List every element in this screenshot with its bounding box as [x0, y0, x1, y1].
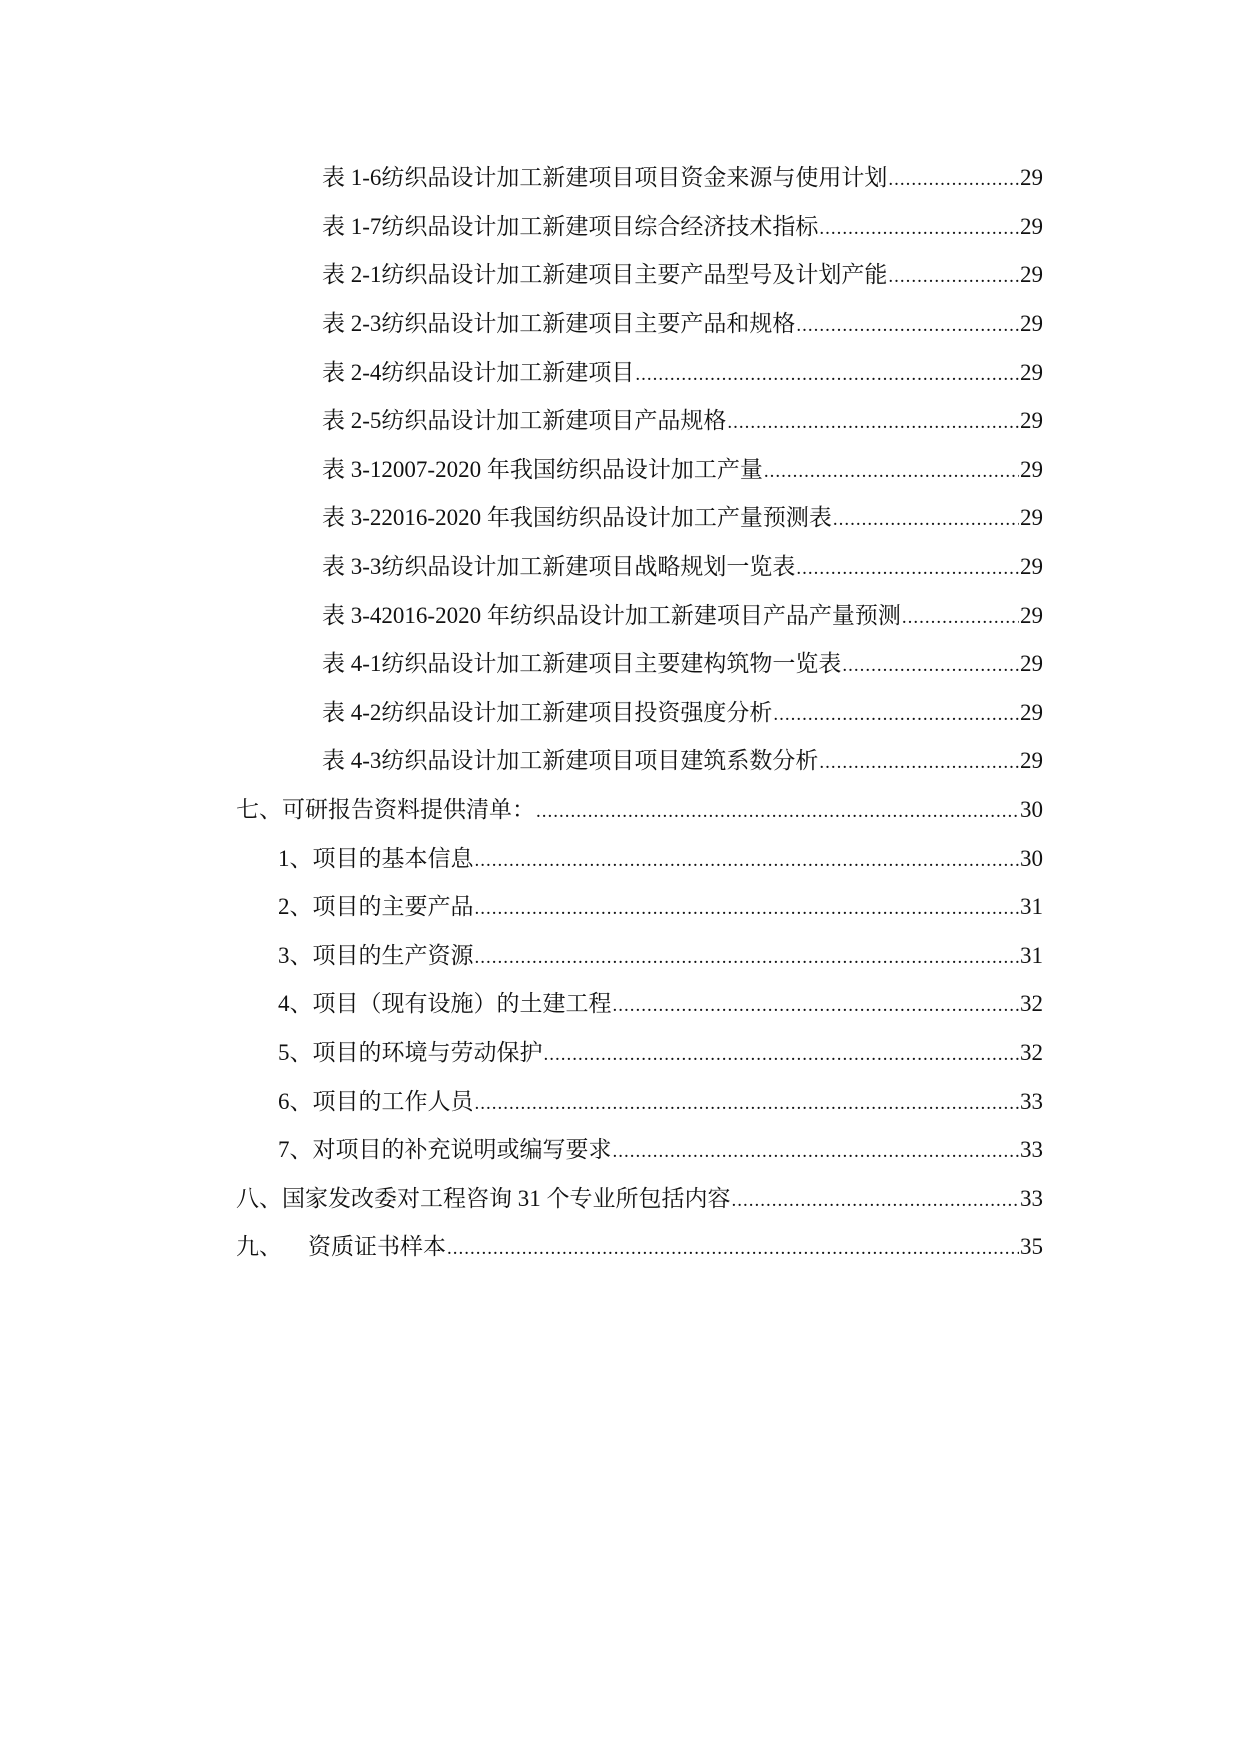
table-number: 表 3-3 — [322, 554, 382, 580]
subsection-title: 5、项目的环境与劳动保护 — [278, 1039, 543, 1065]
dot-leader — [764, 457, 1019, 487]
toc-table-entry[interactable] — [0, 155, 1241, 204]
toc-section-entry[interactable] — [0, 787, 1241, 836]
toc-table-entry[interactable] — [0, 301, 1241, 350]
toc-table-entry[interactable] — [0, 398, 1241, 447]
subsection-title: 1、项目的基本信息 — [278, 845, 474, 871]
table-number: 表 4-3 — [322, 748, 382, 774]
table-number: 表 1-7 — [322, 213, 382, 239]
page-number: 35 — [1020, 1234, 1043, 1260]
page-number: 31 — [1020, 942, 1043, 968]
page-number: 29 — [1020, 408, 1043, 434]
toc-table-entry[interactable] — [0, 349, 1241, 398]
page-number: 33 — [1020, 1185, 1043, 1211]
toc-section-entry[interactable] — [0, 1224, 1241, 1273]
page-number: 29 — [1020, 748, 1043, 774]
entry-title: 纺织品设计加工新建项目 — [381, 359, 635, 385]
entry-title: 纺织品设计加工新建项目产品规格 — [381, 408, 727, 434]
toc-subsection-entry[interactable] — [0, 981, 1241, 1030]
page-number: 29 — [1020, 699, 1043, 725]
entry-title: 纺织品设计加工新建项目投资强度分析 — [381, 699, 773, 725]
dot-leader — [613, 1137, 1020, 1167]
entry-title: 纺织品设计加工新建项目主要建构筑物一览表 — [381, 651, 842, 677]
page-number: 29 — [1020, 359, 1043, 385]
toc-section-entry[interactable] — [0, 1175, 1241, 1224]
toc-table-entry[interactable] — [0, 641, 1241, 690]
dot-leader — [613, 991, 1020, 1021]
page-number: 29 — [1020, 262, 1043, 288]
dot-leader — [635, 360, 1019, 390]
table-number: 表 2-3 — [322, 311, 382, 337]
dot-leader — [842, 651, 1019, 681]
toc-subsection-entry[interactable] — [0, 835, 1241, 884]
entry-title: 2007-2020 年我国纺织品设计加工产量 — [381, 456, 763, 482]
dot-leader — [773, 700, 1019, 730]
page-number: 29 — [1020, 554, 1043, 580]
entry-title: 纺织品设计加工新建项目项目资金来源与使用计划 — [381, 165, 888, 191]
subsection-title: 2、项目的主要产品 — [278, 894, 474, 920]
dot-leader — [475, 846, 1020, 876]
page-number: 33 — [1020, 1137, 1043, 1163]
dot-leader — [536, 797, 1019, 827]
dot-leader — [796, 311, 1019, 341]
toc-subsection-entry[interactable] — [0, 884, 1241, 933]
table-number: 表 3-1 — [322, 456, 382, 482]
toc-subsection-entry[interactable] — [0, 1078, 1241, 1127]
dot-leader — [475, 943, 1020, 973]
section-title: 七、可研报告资料提供清单： — [236, 797, 535, 823]
dot-leader — [732, 1186, 1020, 1216]
table-of-contents — [0, 155, 1241, 1273]
page-number: 32 — [1020, 1039, 1043, 1065]
table-number: 表 2-5 — [322, 408, 382, 434]
dot-leader — [819, 214, 1019, 244]
table-number: 表 3-2 — [322, 505, 382, 531]
toc-subsection-entry[interactable] — [0, 1030, 1241, 1079]
dot-leader — [544, 1040, 1020, 1070]
toc-table-entry[interactable] — [0, 252, 1241, 301]
dot-leader — [727, 408, 1019, 438]
dot-leader — [447, 1234, 1019, 1264]
toc-table-entry[interactable] — [0, 738, 1241, 787]
page-number: 33 — [1020, 1088, 1043, 1114]
page-number: 29 — [1020, 602, 1043, 628]
toc-table-entry[interactable] — [0, 204, 1241, 253]
toc-table-entry[interactable] — [0, 495, 1241, 544]
table-number: 表 1-6 — [322, 165, 382, 191]
subsection-title: 3、项目的生产资源 — [278, 942, 474, 968]
table-number: 表 2-4 — [322, 359, 382, 385]
page-number: 29 — [1020, 213, 1043, 239]
page-number: 30 — [1020, 797, 1043, 823]
subsection-title: 7、对项目的补充说明或编写要求 — [278, 1137, 612, 1163]
entry-title: 纺织品设计加工新建项目战略规划一览表 — [381, 554, 796, 580]
dot-leader — [888, 165, 1019, 195]
toc-subsection-entry[interactable] — [0, 1127, 1241, 1176]
table-number: 表 3-4 — [322, 602, 382, 628]
subsection-title: 4、项目（现有设施）的土建工程 — [278, 991, 612, 1017]
page-number: 29 — [1020, 311, 1043, 337]
dot-leader — [475, 894, 1020, 924]
entry-title: 纺织品设计加工新建项目主要产品和规格 — [381, 311, 796, 337]
page-number: 29 — [1020, 165, 1043, 191]
entry-title: 纺织品设计加工新建项目主要产品型号及计划产能 — [381, 262, 888, 288]
entry-title: 纺织品设计加工新建项目综合经济技术指标 — [381, 213, 819, 239]
table-number: 表 4-1 — [322, 651, 382, 677]
table-number: 表 4-2 — [322, 699, 382, 725]
toc-table-entry[interactable] — [0, 592, 1241, 641]
entry-title: 2016-2020 年我国纺织品设计加工产量预测表 — [381, 505, 832, 531]
entry-title: 纺织品设计加工新建项目项目建筑系数分析 — [381, 748, 819, 774]
section-title: 八、国家发改委对工程咨询 31 个专业所包括内容 — [236, 1185, 731, 1211]
table-number: 表 2-1 — [322, 262, 382, 288]
page-number: 32 — [1020, 991, 1043, 1017]
toc-subsection-entry[interactable] — [0, 933, 1241, 982]
section-number: 九、 — [236, 1234, 282, 1260]
page-number: 31 — [1020, 894, 1043, 920]
subsection-title: 6、项目的工作人员 — [278, 1088, 474, 1114]
dot-leader — [475, 1089, 1020, 1119]
toc-table-entry[interactable] — [0, 447, 1241, 496]
section-title: 资质证书样本 — [308, 1234, 446, 1260]
page-number: 30 — [1020, 845, 1043, 871]
dot-leader — [796, 554, 1019, 584]
page-number: 29 — [1020, 651, 1043, 677]
dot-leader — [902, 603, 1019, 633]
page-number: 29 — [1020, 456, 1043, 482]
entry-title: 2016-2020 年纺织品设计加工新建项目产品产量预测 — [381, 602, 901, 628]
toc-table-entry[interactable] — [0, 690, 1241, 739]
page-number: 29 — [1020, 505, 1043, 531]
toc-table-entry[interactable] — [0, 544, 1241, 593]
dot-leader — [888, 262, 1019, 292]
dot-leader — [833, 505, 1019, 535]
dot-leader — [819, 748, 1019, 778]
